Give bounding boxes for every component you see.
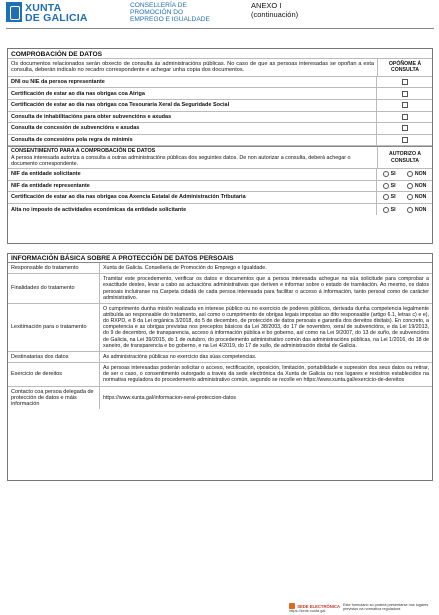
- page-header: [6, 2, 433, 26]
- item-label: Certificación de estar ao día nas obrigas coa Atriga: [8, 88, 377, 99]
- table-row: [8, 112, 432, 124]
- info-row: [8, 304, 432, 352]
- authorize-column-header: AUTORIZO A CONSULTA: [377, 147, 432, 168]
- table-row: [8, 77, 432, 89]
- info-label: Exercicio de dereitos: [8, 363, 100, 385]
- info-row: [8, 363, 432, 386]
- table-row: [8, 88, 432, 100]
- item-label: Consulta de concesión de subvencións e axudas: [8, 123, 377, 134]
- page-footer: [289, 603, 433, 613]
- table-row: NIF da entidade representante SI NON: [8, 181, 432, 193]
- info-label: Destinatarias dos datos: [8, 352, 100, 362]
- oppose-checkbox[interactable]: [402, 102, 408, 108]
- info-row: [8, 263, 432, 274]
- logo-text-line1: XUNTA: [25, 2, 62, 14]
- data-protection-title: INFORMACIÓN BÁSICA SOBRE A PROTECCIÓN DE DATOS PERSOAIS: [8, 254, 432, 263]
- info-value: https://www.xunta.gal/informacion-xeral-proteccion-datos: [103, 394, 237, 401]
- info-label: Finalidades do tratamento: [8, 274, 100, 303]
- yes-radio[interactable]: [383, 183, 389, 189]
- info-value: Xunta de Galicia. Consellería de Promoción do Emprego e Igualdade.: [103, 265, 267, 272]
- oppose-checkbox[interactable]: [402, 125, 408, 131]
- data-verification-section: [7, 48, 433, 244]
- no-radio[interactable]: [407, 183, 413, 189]
- no-radio[interactable]: [407, 171, 413, 177]
- yes-radio[interactable]: [383, 171, 389, 177]
- table-row: [8, 100, 432, 112]
- info-row: [8, 274, 432, 304]
- annex-title: ANEXO I (continuación): [251, 1, 299, 19]
- item-label: NIF da entidade solicitante: [8, 169, 377, 180]
- footer-note: Este formulario só poderá presentarse nos lugares previstos na normativa reguladora: [343, 603, 429, 612]
- comprobacion-title: COMPROBACIÓN DE DATOS: [8, 49, 432, 59]
- xunta-logo: [6, 2, 88, 23]
- department-name: CONSELLERÍA DE PROMOCIÓN DO EMPREGO E IGUALDADE: [130, 2, 210, 24]
- info-label: Lexitimación para o tratamento: [8, 304, 100, 351]
- item-label: DNI ou NIE da persoa representante: [8, 77, 377, 88]
- item-label: Alta no imposto de actividades económicas da entidade solicitante: [8, 204, 377, 216]
- consent-text: A persoa interesada autoriza a consulta a outras administracións públicas dos seguintes datos. De non autorizar a consulta, deberá achegar o documento correspondente.: [11, 154, 351, 167]
- info-value: As administracións públicas no exercicio das súas competencias.: [103, 353, 257, 360]
- table-row: NIF da entidade solicitante SI NON: [8, 169, 432, 181]
- oppose-checkbox[interactable]: [402, 137, 408, 143]
- table-row: Alta no imposto de actividades económicas da entidade solicitante SI NON: [8, 204, 432, 216]
- header-divider: [6, 28, 434, 29]
- item-label: NIF da entidade representante: [8, 181, 377, 192]
- info-row: [8, 387, 432, 410]
- data-protection-section: [7, 253, 433, 481]
- table-row: [8, 123, 432, 135]
- oppose-column-header: OPÓÑOME Á CONSULTA: [377, 59, 432, 76]
- consent-title: CONSENTIMENTO PARA A COMPROBACIÓN DE DATOS: [11, 148, 156, 155]
- oppose-checkbox[interactable]: [402, 79, 408, 85]
- item-label: Consulta de inhabilitacións para obter subvencións e axudas: [8, 112, 377, 123]
- yes-radio[interactable]: [383, 207, 389, 213]
- sede-url[interactable]: https://sede.xunta.gal: [289, 609, 326, 613]
- yes-radio[interactable]: [383, 194, 389, 200]
- xunta-emblem-icon: [6, 2, 22, 22]
- comprobacion-intro: Os documentos relacionados serán obxecto de consulta ás administracións públicas. No caso de que as persoas interesadas se opoñan a esta consulta, deberán indicalo no recadro correspondente e achegar unha copia dos documentos.: [11, 61, 374, 74]
- info-label: Contacto coa persoa delegada de protección de datos e máis información: [8, 387, 100, 410]
- info-row: [8, 352, 432, 363]
- info-value: O cumprimento dunha misión realizada en interese público ou no exercicio de poderes públicos, derivada dunha competencia legalmente atribuída ao responsable do tratamento, así como o cumprimento de obrigas legais impostas ao dito responsable (artigo 6.1, letras c) e e), do RXPD, e 8 da Lei orgánica 3/2018, do 5 de decembro, de protección de datos persoais e garantía dos dereitos dixitais). En concreto, a competencia e as obrigas previstas nos preceptos básicos da Lei 38/2003, do 17 de novembro, xeral de subvencións, e da Lei 19/2013, do 9 de decembro, de transparencia, acceso á información pública e bo goberno, así como na Lei 9/2007, do 13 de xuño, de subvencións de Galicia, na Lei 39/2015, do 1 de outubro, do procedemento administrativo común das administracións públicas, na Lei 1/2016, do 18 de xaneiro, de transparencia e bo goberno, e na Lei 4/2019, do 17 de xullo, de administración dixital de Galicia.: [103, 305, 429, 349]
- info-value: As persoas interesadas poderán solicitar o acceso, rectificación, oposición, limitación, portabilidade e supresión dos seus datos ou retirar, de ser o caso, o consentimento outorgado a través da sede electrónica da Xunta de Galicia ou nos lugares e rexistros establecidos na normativa reguladora do procedemento administrativo común, segundo se recolle en https://www.xunta.gal/exercicio-de-dereitos: [103, 365, 429, 384]
- sede-label: SEDE ELECTRÓNICA: [297, 603, 340, 609]
- table-row: [8, 135, 432, 147]
- item-label: Consulta de concesións pola regra de minimis: [8, 135, 377, 146]
- no-radio[interactable]: [407, 207, 413, 213]
- oppose-checkbox[interactable]: [402, 114, 408, 120]
- info-value: Tramitar este procedemento, verificar os datos e documentos que a persoa interesada achegue na súa solicitude para comprobar a exactitude destes, levar a cabo as actuacións administrativas que deriven e informar sobre o estado de tramitación. Ao mesmo, os datos persoais incluiranse na Carpeta cidadá de cada persoa interesada para facilitar o acceso á información, tanto persoal como de carácter administrativo.: [103, 276, 429, 301]
- item-label: Certificación de estar ao día nas obrigas coa Tesouraría Xeral da Seguridade Social: [8, 100, 377, 111]
- table-row: Certificación de estar ao día nas obrigas coa Axencia Estatal de Administración Tributaria SI NON: [8, 192, 432, 204]
- info-label: Responsable do tratamento: [8, 263, 100, 273]
- no-radio[interactable]: [407, 194, 413, 200]
- item-label: Certificación de estar ao día nas obrigas coa Axencia Estatal de Administración Tributaria: [8, 192, 377, 203]
- oppose-checkbox[interactable]: [402, 91, 408, 97]
- logo-text-line2: DE GALICIA: [25, 12, 88, 24]
